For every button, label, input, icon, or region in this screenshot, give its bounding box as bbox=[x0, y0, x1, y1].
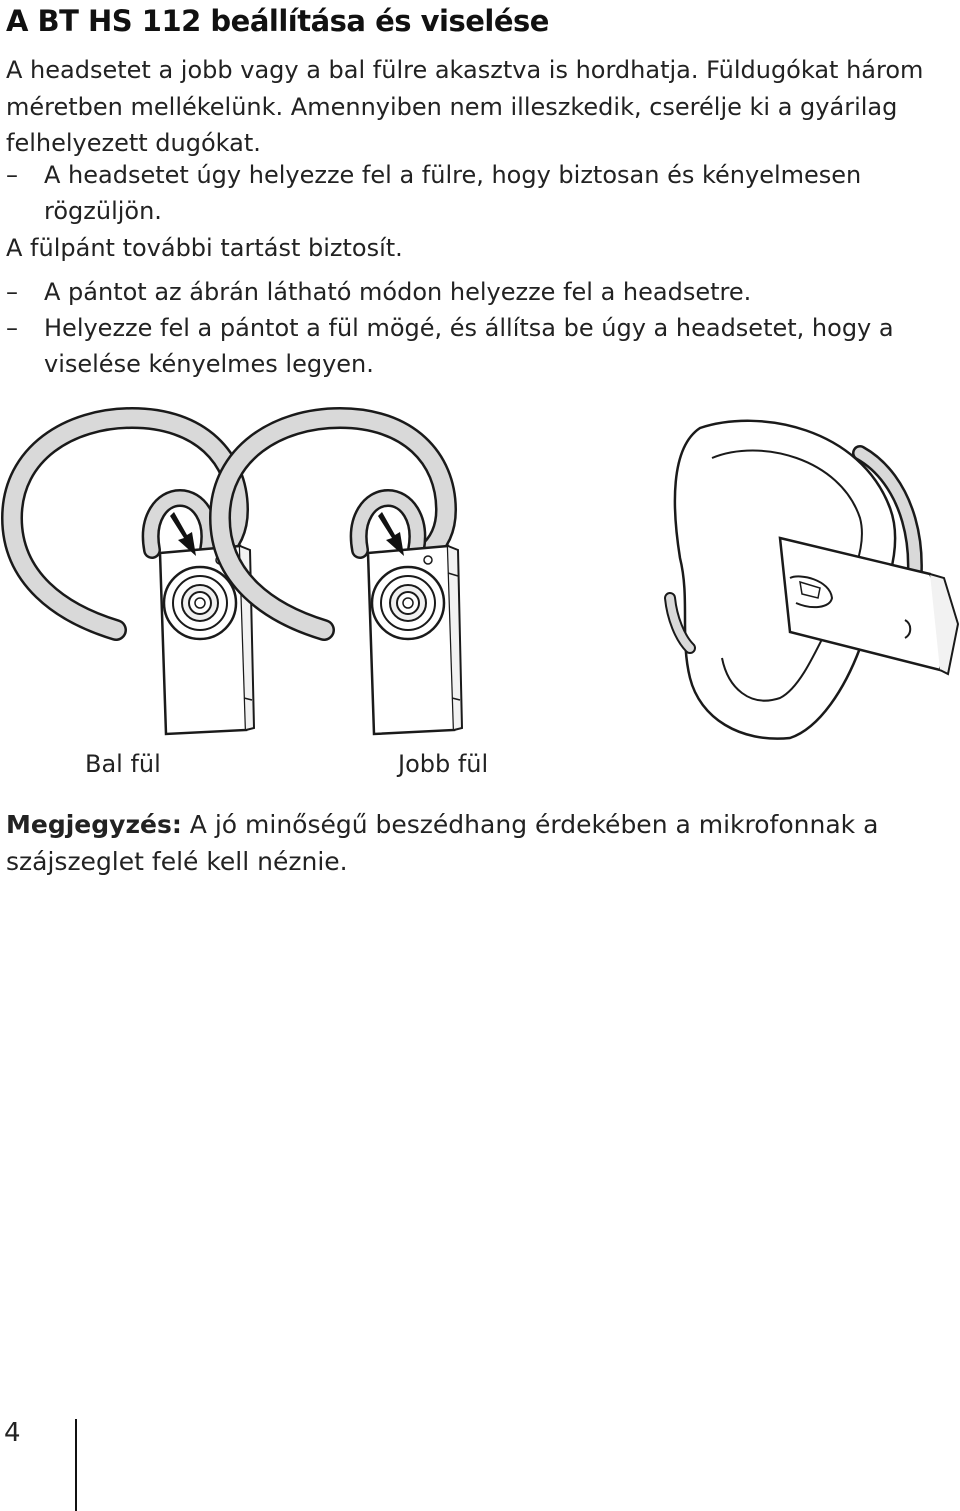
left-ear-headset bbox=[12, 418, 254, 734]
page-title: A BT HS 112 beállítása és viselése bbox=[6, 4, 549, 38]
left-ear-caption: Bal fül bbox=[85, 750, 161, 778]
right-ear-headset bbox=[220, 418, 462, 734]
earhook-line: A fülpánt további tartást biztosít. bbox=[6, 234, 403, 262]
page-number: 4 bbox=[4, 1418, 21, 1448]
note-text: A jó minőségű beszédhang érdekében a mikrofonnak a szájszeglet felé kell néznie. bbox=[6, 810, 879, 876]
note-paragraph bbox=[6, 806, 956, 880]
step-2-text: A pántot az ábrán látható módon helyezze fel a headsetre. bbox=[44, 278, 752, 306]
note-label: Megjegyzés: bbox=[6, 810, 182, 839]
step-1-text: A headsetet úgy helyezze fel a fülre, hogy biztosan és kényelmesen rögzüljön. bbox=[44, 161, 862, 225]
step-3-text: Helyezze fel a pántot a fül mögé, és állítsa be úgy a headsetet, hogy a viselése kényelmes legyen. bbox=[44, 314, 894, 378]
dash-bullet: – bbox=[6, 278, 18, 306]
list-item bbox=[6, 274, 956, 310]
headset-illustration bbox=[0, 398, 960, 743]
dash-bullet: – bbox=[6, 314, 18, 342]
right-ear-caption: Jobb fül bbox=[398, 750, 489, 778]
intro-paragraph: A headsetet a jobb vagy a bal fülre akasztva is hordhatja. Füldugókat három méretben mellékelünk. Amennyiben nem illeszkedik, cserélje ki a gyárilag felhelyezett dugókat. bbox=[6, 56, 924, 157]
dash-bullet: – bbox=[6, 161, 18, 189]
page-divider bbox=[75, 1419, 77, 1511]
list-item bbox=[6, 310, 956, 382]
list-item bbox=[6, 157, 956, 229]
worn-headset bbox=[670, 421, 958, 739]
